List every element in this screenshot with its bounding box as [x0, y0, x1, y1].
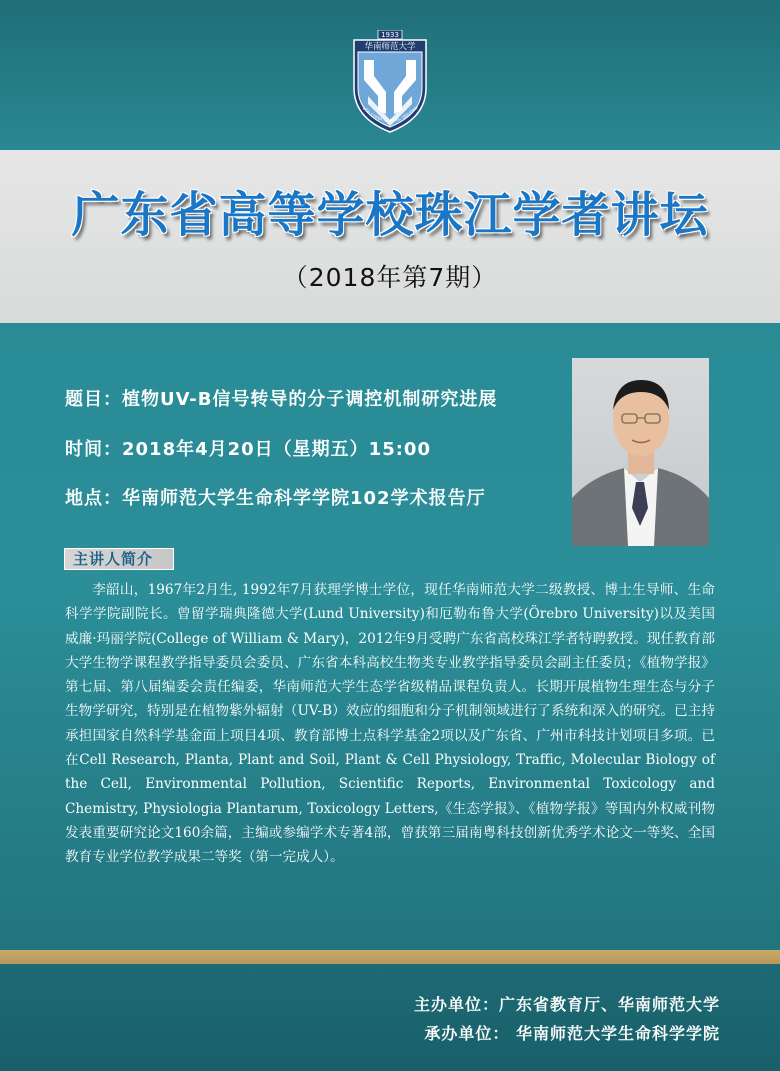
page-title: 广东省高等学校珠江学者讲坛	[71, 187, 709, 243]
gold-divider	[0, 950, 780, 964]
talk-time: 时间：2018年4月20日（星期五）15:00	[65, 439, 431, 460]
logo-name-en: UTH CHINA NORMAL UNIVERSI	[361, 104, 420, 124]
talk-place: 地点：华南师范大学生命科学学院102学术报告厅	[65, 488, 486, 509]
organizer-unit: 承办单位： 华南师范大学生命科学学院	[424, 1024, 720, 1043]
host-unit: 主办单位：广东省教育厅、华南师范大学	[413, 995, 720, 1014]
logo-name-cn: 华南师范大学	[364, 42, 416, 52]
logo-year: 1933	[381, 31, 399, 40]
university-logo	[352, 30, 428, 134]
speaker-bio: 李韶山，1967年2月生, 1992年7月获理学博士学位，现任华南师范大学二级教授、博士生导师、生命科学学院副院长。曾留学瑞典隆德大学(Lund University)和厄勒布鲁大学(Örebro University)以及美国威廉·玛丽学院(College of William & Mary)，2012年9月受聘广东省高校珠江学者特聘教授。现任教育部大学生物学课程教学指导委员会委员、广东省本科高校生物类专业教学指导委员会副主任委员；《植物学报》第七届、第八届编委会责任编委，华南师范大学生态学省级精品课程负责人。长期开展植物生理生态与分子生物学研究，特别是在植物紫外辐射（UV-B）效应的细胞和分子机制领域进行了系统和深入的研究。已主持承担国家自然科学基金面上项目4项、教育部博士点科学基金2项以及广东省、广州市科技计划项目多项。已在Cell Research, Planta, Plant and Soil, Plant & Cell Physiology, Traffic, Molecular Biology of the Cell, Environmental Pollution, Scientific Reports, Environmental Toxicology and Chemistry, Physiologia Plantarum, Toxicology Letters,《生态学报》、《植物学报》等国内外权威刊物发表重要研究论文160余篇，主编或参编学术专著4部，曾获第三届南粤科技创新优秀学术论文一等奖、全国教育专业学位教学成果二等奖（第一完成人）。	[65, 582, 715, 866]
issue-number: （2018年第7期）	[282, 263, 498, 292]
talk-topic: 题目：植物UV-B信号转导的分子调控机制研究进展	[65, 389, 498, 410]
speaker-intro-label: 主讲人简介	[64, 548, 174, 570]
footer-band	[0, 964, 780, 1071]
speaker-photo	[572, 358, 709, 546]
